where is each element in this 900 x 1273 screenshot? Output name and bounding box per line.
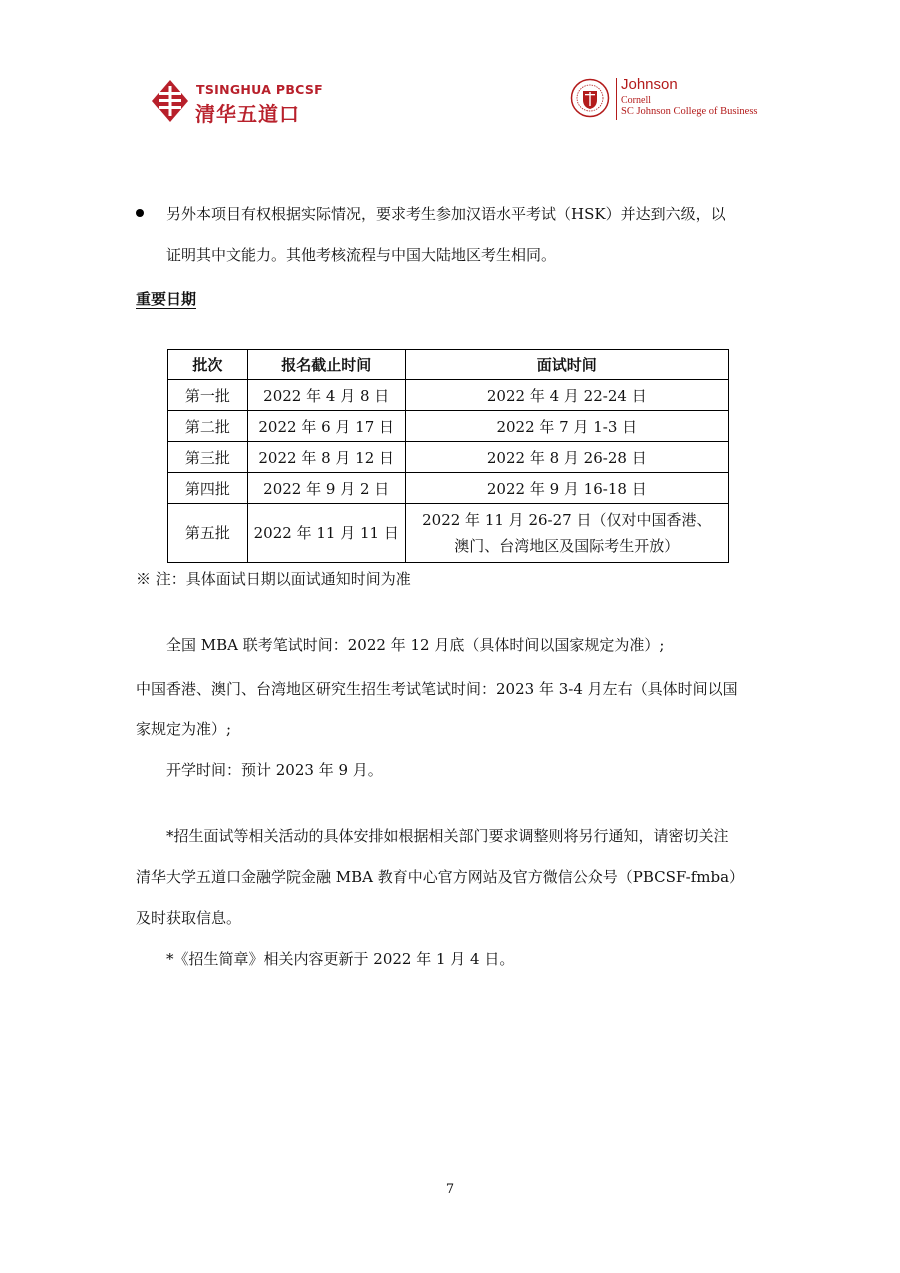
table-row <box>168 504 729 563</box>
hk-exam-text-line-2: 家规定为准）; <box>136 720 232 738</box>
header-batch: 批次 <box>168 350 248 380</box>
cornell-johnson-logo <box>570 76 800 126</box>
batch-cell: 第一批 <box>168 380 248 411</box>
logo-english-text: TSINGHUA PBCSF <box>196 82 323 97</box>
start-date-text: 开学时间：预计 2023 年 9 月。 <box>166 761 383 779</box>
table-header-row <box>168 350 729 380</box>
notice-line-2: 清华大学五道口金融学院金融 MBA 教育中心官方网站及官方微信公众号（PBCSF-fmba） <box>136 868 745 886</box>
interview-cell <box>405 504 728 563</box>
batch-cell: 第二批 <box>168 411 248 442</box>
deadline-cell: 2022 年 4 月 8 日 <box>247 380 405 411</box>
bullet-icon <box>136 209 144 217</box>
interview-line-1: 2022 年 11 月 26-27 日（仅对中国香港、 <box>422 511 712 529</box>
intro-line-2: 证明其中文能力。其他考核流程与中国大陆地区考生相同。 <box>166 246 557 264</box>
schedule-table <box>167 349 729 563</box>
deadline-cell: 2022 年 9 月 2 日 <box>247 473 405 504</box>
notice-line-3: 及时获取信息。 <box>136 909 242 927</box>
johnson-wordmark: Johnson <box>621 76 678 93</box>
deadline-cell: 2022 年 8 月 12 日 <box>247 442 405 473</box>
header-deadline: 报名截止时间 <box>247 350 405 380</box>
pbcsf-emblem-icon <box>150 78 190 124</box>
intro-line-1: 另外本项目有权根据实际情况，要求考生参加汉语水平考试（HSK）并达到六级，以 <box>166 205 726 223</box>
table-row <box>168 380 729 411</box>
batch-cell: 第五批 <box>168 504 248 563</box>
hk-exam-text-line-1: 中国香港、澳门、台湾地区研究生招生考试笔试时间：2023 年 3-4 月左右（具体时间以国 <box>136 680 738 698</box>
batch-cell: 第四批 <box>168 473 248 504</box>
batch-cell: 第三批 <box>168 442 248 473</box>
logo-chinese-text: 清华五道口 <box>195 102 300 126</box>
page-number: 7 <box>445 1182 455 1197</box>
interview-line-2: 澳门、台湾地区及国际考生开放） <box>454 537 680 555</box>
header-interview: 面试时间 <box>405 350 728 380</box>
mba-exam-text: 全国 MBA 联考笔试时间：2022 年 12 月底（具体时间以国家规定为准）; <box>166 636 665 654</box>
table-row <box>168 473 729 504</box>
cornell-seal-icon <box>570 78 610 118</box>
logo-divider <box>616 78 617 120</box>
interview-cell: 2022 年 9 月 16-18 日 <box>405 473 728 504</box>
table-row <box>168 442 729 473</box>
notice-line-1: *招生面试等相关活动的具体安排如根据相关部门要求调整则将另行通知，请密切关注 <box>166 827 729 845</box>
deadline-cell: 2022 年 11 月 11 日 <box>247 504 405 563</box>
college-wordmark: SC Johnson College of Business <box>621 106 758 117</box>
table-row <box>168 411 729 442</box>
deadline-cell: 2022 年 6 月 17 日 <box>247 411 405 442</box>
cornell-wordmark: Cornell <box>621 95 651 106</box>
interview-cell: 2022 年 8 月 26-28 日 <box>405 442 728 473</box>
update-text: *《招生简章》相关内容更新于 2022 年 1 月 4 日。 <box>166 950 515 968</box>
table-note: ※ 注：具体面试日期以面试通知时间为准 <box>136 570 411 588</box>
interview-cell: 2022 年 4 月 22-24 日 <box>405 380 728 411</box>
interview-cell: 2022 年 7 月 1-3 日 <box>405 411 728 442</box>
tsinghua-pbcsf-logo <box>150 78 350 128</box>
section-title: 重要日期 <box>136 290 197 308</box>
